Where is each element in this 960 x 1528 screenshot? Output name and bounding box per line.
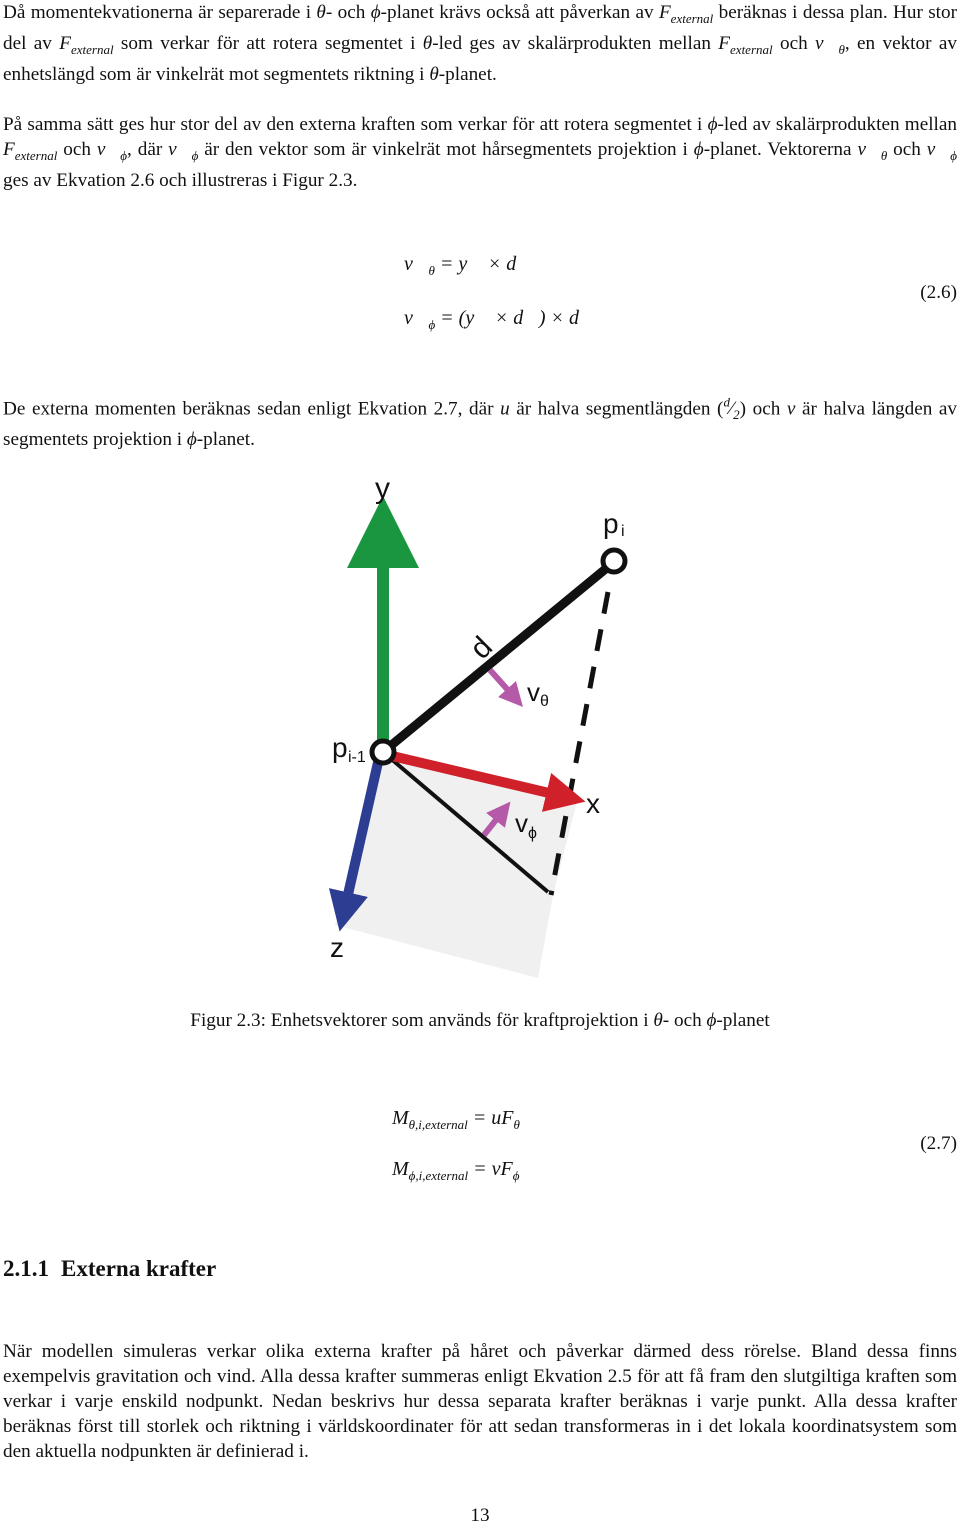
label-p-i: p [603,508,619,539]
paragraph-externa-momenten: De externa momenten beräknas sedan enligt Ekvation 2.7, där u är halva segmentlängden $(^d⁄_2)$ och v är halva längden av segmentets projektion i ϕ-planet. [3,395,958,451]
page-number: 13 [470,1505,490,1526]
label-v-theta: v [527,677,540,707]
segment-d [383,562,614,752]
equation-2-6-number: (2.6) [920,282,957,303]
equation-2-6-line-2: $v⃗_\phi$ = (y⃗ × d⃗) × d⃗ [404,307,595,332]
label-p-i-minus-1: p [332,732,348,763]
equation-2-7-line-2: $M_{\phi,i,external} = vF_\phi$ [392,1158,520,1183]
label-y: y [375,472,390,505]
label-v-phi: v [515,808,528,838]
figure-unit-vectors [0,460,960,1000]
label-p-i-minus-1-sub: i-1 [348,749,366,766]
node-p-i-minus-1 [372,741,394,763]
equation-2-6-line-1: $v⃗_\theta$ = y⃗ × d⃗ [404,253,532,278]
equation-2-7-line-1: $M_{\theta,i,external} = uF_\theta$ [392,1107,520,1132]
section-title: Externa krafter [61,1256,217,1281]
label-d: d [463,630,500,666]
label-v-theta-sub: θ [540,693,549,710]
section-number: 2.1.1 [3,1256,49,1281]
equation-2-7-number: (2.7) [920,1133,957,1154]
section-heading [3,1256,228,1281]
paragraph-momentekvationer: Då momentekvationerna är separerade i θ- och ϕ-planet krävs också att påverkan av $F_{external}$ beräknas i dessa plan. Hur stor del av $F_{external}$ som verkar för att rotera segmentet i θ-led ges av skalärprodukten mellan $F_{external}$ och $v⃗_\theta$, en vektor av enhetslängd som är vinkelrät mot segmentets riktning i θ-planet. [3,2,957,85]
label-p-i-sub: i [621,523,625,540]
paragraph-samma-satt: På samma sätt ges hur stor del av den externa kraften som verkar för att rotera segmentet i ϕ-led av skalärprodukten mellan $F_{external}$ och $v⃗_\phi$, där $v⃗_\phi$ är den vektor som är vinkelrät mot hårsegmentets projektion i ϕ-planet. Vektorerna $v⃗_\theta$ och $v⃗_\phi$ ges av Ekvation 2.6 och illustreras i Figur 2.3. [3,114,957,191]
v-theta-arrow [490,670,515,698]
label-x: x [586,788,600,819]
paragraph-externa-krafter: När modellen simuleras verkar olika externa krafter på håret och påverkar därmed dess rörelse. Bland dessa finns exempelvis gravitation och vind. Alla dessa krafter summeras enligt Ekvation 2.5 för att få fram den slutgiltiga kraften som verkar i varje enskild nodpunkt. Nedan beskrivs hur dessa separata krafter beräknas i varje punkt. Alla dessa krafter beräknas först till storlek och riktning i världskoordinater för att sedan transformeras in i det lokala koordinatsystem som den aktuella nodpunkten är definierad i. [3,1341,957,1462]
label-z: z [330,932,344,963]
figure-caption: Figur 2.3: Enhetsvektorer som används för kraftprojektion i θ- och ϕ-planet [190,1010,770,1031]
node-p-i [603,550,625,572]
label-v-phi-sub: ϕ [528,825,537,842]
